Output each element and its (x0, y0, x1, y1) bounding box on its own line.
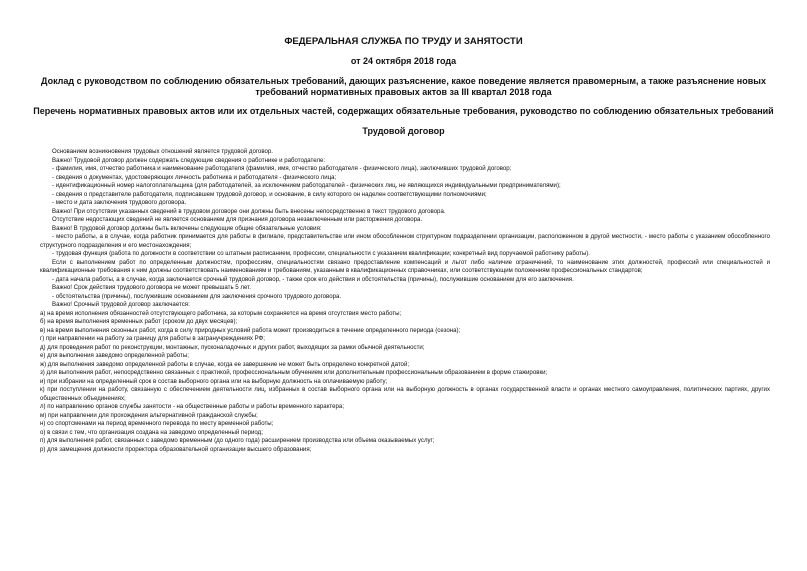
paragraph: д) для проведения работ по реконструкции, монтажных, пусконаладочных и других работ, выходящих за рамки обычной деятельности; (40, 343, 425, 351)
paragraph: - место и дата заключения трудового договора. (52, 199, 187, 206)
paragraph: п) для выполнения работ, связанных с заведомо временным (до одного года) расширением производства или объема оказываемых услуг; (40, 437, 435, 444)
paragraph: н) со спортсменами на период временного перевода по месту временной работы; (40, 420, 274, 427)
paragraph: - место работы, а в случае, когда работник принимается для работы в филиале, представительстве или ином обособленном структурном подразделении организации, расположенном в другой местности, - место работы с указанием обособленного структурного подразделения и его местонахождения; (40, 233, 770, 249)
paragraph: Если с выполнением работ по определенным должностям, профессиям, специальностям связано предоставление компенсаций и льгот либо наличие ограничений, то наименование этих должностей, профессий или специальностей и квалификационные требования к ним должны соответствовать наименованиям и требованиям, указанным в квалификационных справочниках, или соответствующим положениям профессиональных стандартов; (40, 258, 770, 274)
paragraph: р) для замещения должности проректора образовательной организации высшего образования; (40, 445, 312, 453)
paragraph: Важно! Срок действия трудового договора не может превышать 5 лет. (52, 284, 251, 291)
paragraph: Основанием возникновения трудовых отношений является трудовой договор. (52, 148, 273, 155)
paragraph: - трудовая функция (работа по должности в соответствии со штатным расписанием, профессии, специальности с указанием квалификации; конкретный вид поручаемой работнику работы). (52, 250, 590, 257)
paragraph: а) на время исполнения обязанностей отсутствующего работника, за которым сохраняется на время отсутствия место работы; (40, 309, 402, 317)
paragraph: - идентификационный номер налогоплательщика (для работодателей, за исключением работодателей - физических лиц, не являющихся индивидуальными предпринимателями); (52, 182, 561, 189)
paragraph: - обстоятельства (причины), послужившие основанием для заключения срочного трудового договора. (52, 292, 342, 300)
document-date: от 24 октября 2018 года (350, 56, 457, 66)
paragraph: Важно! Срочный трудовой договор заключается: (52, 301, 190, 308)
paragraph: - фамилия, имя, отчество работника и наименование работодателя (фамилия, имя, отчество работодателя - физического лица), заключивших трудовой договор; (52, 165, 512, 172)
document-title: Доклад с руководством по соблюдению обязательных требований, дающих разъяснение, какое поведение является правомерным, а также разъяснение новых требований нормативных правовых актов за III квартал 2018 года (41, 76, 766, 97)
paragraph: - сведения о документах, удостоверяющих личность работника и работодателя - физического лица; (52, 173, 337, 181)
paragraph: в) на время выполнения сезонных работ, когда в силу природных условий работа может производиться в течение определенного периода (сезона); (40, 326, 461, 334)
paragraph: о) в связи с тем, что организация создана на заведомо определенный период; (40, 428, 263, 436)
paragraph: б) на время выполнения временных работ (сроком до двух месяцев); (40, 318, 238, 325)
paragraph: м) при направлении для прохождения альтернативной гражданской службы; (40, 411, 258, 419)
paragraph: - дата начала работы, а в случае, когда заключается срочный трудовой договор, - также срок его действия и обстоятельства (причины), послужившие основанием для его заключения. (52, 275, 574, 283)
paragraph: з) для выполнения работ, непосредственно связанных с практикой, профессиональным обучением или дополнительным профессиональным образованием в форме стажировки; (40, 369, 548, 376)
paragraph: и) при избрании на определенный срок в состав выборного органа или на выборную должность на оплачиваемую работу; (40, 377, 388, 385)
document-body (40, 148, 770, 454)
document-subtitle: Перечень нормативных правовых актов или их отдельных частей, содержащих обязательные требования, руководство по соблюдению обязательных требований (33, 106, 774, 116)
paragraph: - сведения о представителе работодателя, подписавшем трудовой договор, и основание, в силу которого он наделен соответствующими полномочиями; (52, 190, 487, 198)
paragraph: ж) для выполнения заведомо определенной работы в случае, когда ее завершение не может быть определено конкретной датой; (40, 360, 410, 368)
organization-name: ФЕДЕРАЛЬНАЯ СЛУЖБА ПО ТРУДУ И ЗАНЯТОСТИ (284, 36, 523, 47)
paragraph: к) при поступлении на работу, связанную с обеспечением деятельности лиц, избранных в состав выборного органа или на выборную должность в органах государственной власти и органах местного самоуправления, политических партиях, других общественных объединениях; (40, 386, 770, 402)
paragraph: Отсутствие недостающих сведений не является основанием для признания договора незаключенным или расторжения договора. (52, 216, 423, 223)
paragraph: Важно! В трудовой договор должны быть включены следующие общие обязательные условия: (52, 224, 322, 232)
paragraph: Важно! При отсутствии указанных сведений в трудовом договоре они должны быть внесены непосредственно в текст трудового договора. (52, 207, 446, 215)
paragraph: л) по направлению органов службы занятости - на общественные работы и работы временного характера; (40, 403, 345, 410)
section-heading: Трудовой договор (362, 126, 445, 136)
paragraph: е) для выполнения заведомо определенной работы; (40, 352, 189, 359)
paragraph: г) при направлении на работу за границу для работы в загранучреждениях РФ; (40, 335, 265, 342)
paragraph: Важно! Трудовой договор должен содержать следующие сведения о работнике и работодателе: (52, 156, 326, 164)
